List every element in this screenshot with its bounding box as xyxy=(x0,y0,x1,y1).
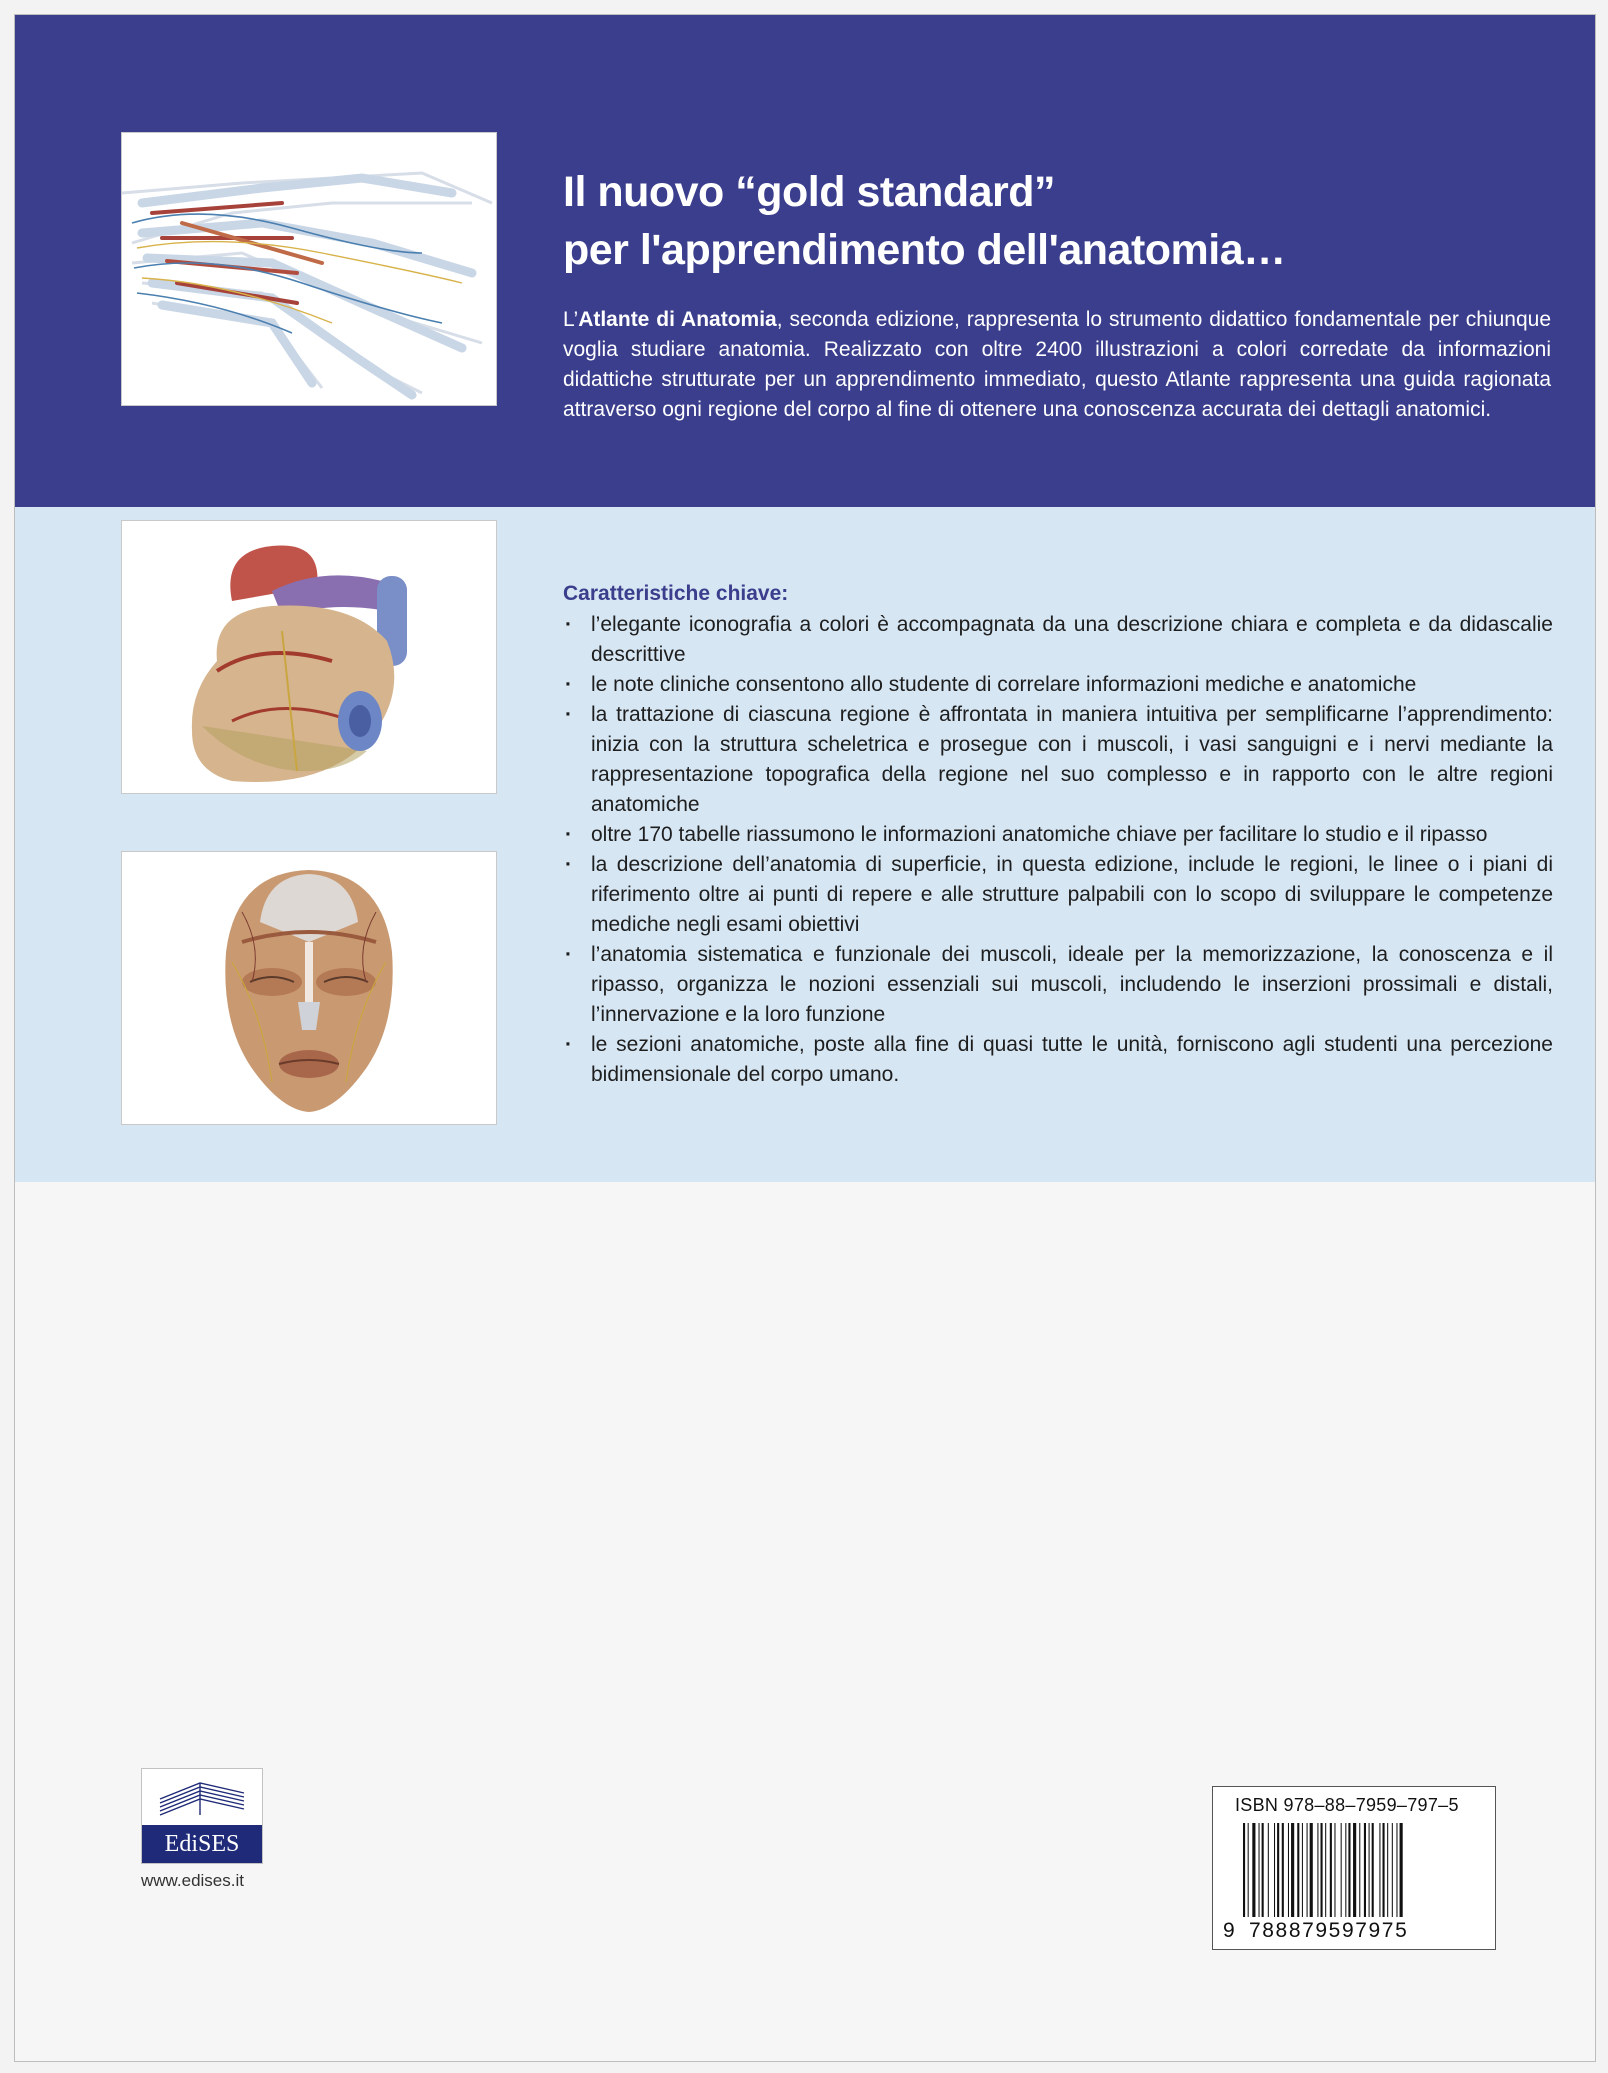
key-features xyxy=(563,579,1553,1090)
barcode-bar xyxy=(1345,1823,1346,1917)
hand-anatomy-illustration xyxy=(122,133,496,405)
barcode-bar xyxy=(1277,1823,1279,1917)
feature-item: · l’anatomia sistematica e funzionale dei muscoli, ideale per la memorizzazione, la conoscenza e il ripasso, organizza le nozioni essenziali sui muscoli, includendo le inserzioni prossimali e distali, l’innervazione e la loro funzione xyxy=(563,940,1553,1030)
headline-line-2: per l'apprendimento dell'anatomia… xyxy=(563,226,1286,274)
feature-item: · l’elegante iconografia a colori è accompagnata da una descrizione chiara e completa e da didascalie descrittive xyxy=(563,610,1553,670)
barcode-box xyxy=(1212,1786,1496,1950)
barcode-bar xyxy=(1372,1823,1374,1917)
feature-item: · la trattazione di ciascuna regione è affrontata in maniera intuitiva per semplificarne l’apprendimento: inizia con la struttura scheletrica e prosegue con i muscoli, i vasi sanguigni e i nervi mediante la rappresentazione topografica della regione nel suo complesso e in rapporto con le altre regioni anatomiche xyxy=(563,700,1553,820)
barcode-bar xyxy=(1291,1823,1294,1917)
barcode-bar xyxy=(1334,1823,1335,1917)
barcode-bar xyxy=(1288,1823,1289,1917)
barcode-bar xyxy=(1392,1823,1393,1917)
publisher-logo-text: EdiSES xyxy=(142,1825,262,1863)
feature-item: · le note cliniche consentono allo studente di correlare informazioni mediche e anatomiche xyxy=(563,670,1553,700)
face-illustration-panel xyxy=(121,851,497,1125)
barcode-bar xyxy=(1325,1823,1326,1917)
barcode-bar xyxy=(1317,1823,1318,1917)
isbn-label: ISBN 978–88–7959–797–5 xyxy=(1235,1795,1459,1815)
barcode-bar xyxy=(1383,1823,1385,1917)
barcode-bar xyxy=(1259,1823,1260,1917)
headline-line-1: Il nuovo “gold standard” xyxy=(563,168,1056,216)
book-logo-icon xyxy=(142,1769,262,1825)
key-features-title: Caratteristiche chiave: xyxy=(563,582,789,605)
feature-item: · le sezioni anatomiche, poste alla fine di quasi tutte le unità, forniscono agli studenti una percezione bidimensionale del corpo umano. xyxy=(563,1030,1553,1090)
barcode-bar xyxy=(1243,1823,1245,1917)
intro-paragraph xyxy=(563,305,1551,425)
barcode-bar xyxy=(1268,1823,1269,1917)
barcode-bar xyxy=(1302,1823,1303,1917)
barcode-bar xyxy=(1262,1823,1264,1917)
heart-anatomy-illustration xyxy=(122,521,496,793)
barcode-digits: 788879597975 xyxy=(1249,1919,1409,1942)
barcode-bar xyxy=(1364,1823,1366,1917)
intro-text: , seconda edizione, rappresenta lo strumento didattico fondamentale per chiunque voglia studiare anatomia. Realizzato con oltre 2400 illustrazioni a colori corredate da informazioni didattiche strutturate per un apprendimento immediato, questo Atlante rappresenta una guida ragionata attraverso ogni regione del corpo al fine di ottenere una conoscenza accurata dei dettagli anatomici. xyxy=(563,308,1551,421)
barcode xyxy=(1243,1823,1465,1917)
heart-illustration-panel xyxy=(121,520,497,794)
hand-illustration-panel xyxy=(121,132,497,406)
face-muscles-illustration xyxy=(122,852,496,1124)
barcode-bar xyxy=(1310,1823,1313,1917)
barcode-bar xyxy=(1396,1823,1397,1917)
barcode-bar xyxy=(1379,1823,1380,1917)
barcode-bar xyxy=(1297,1823,1299,1917)
publisher-url: www.edises.it xyxy=(141,1871,244,1890)
barcode-first-digit: 9 xyxy=(1223,1919,1235,1942)
barcode-bar xyxy=(1387,1823,1388,1917)
barcode-bar xyxy=(1248,1823,1249,1917)
barcode-bar xyxy=(1353,1823,1356,1917)
barcode-bar xyxy=(1330,1823,1332,1917)
key-features-list xyxy=(563,610,1553,1090)
barcode-bar xyxy=(1369,1823,1370,1917)
barcode-bar xyxy=(1341,1823,1342,1917)
barcode-bar xyxy=(1307,1823,1308,1917)
intro-book-title: Atlante di Anatomia xyxy=(578,308,777,331)
barcode-bar xyxy=(1274,1823,1275,1917)
intro-prefix: L’ xyxy=(563,308,579,331)
barcode-bar xyxy=(1252,1823,1255,1917)
book-back-cover xyxy=(14,14,1596,2062)
headline xyxy=(563,163,1553,279)
feature-item: · la descrizione dell’anatomia di superficie, in questa edizione, include le regioni, le linee o i piani di riferimento oltre ai punti di repere e alle strutture palpabili con lo scopo di sviluppare le competenze mediche negli esami obiettivi xyxy=(563,850,1553,940)
publisher-logo xyxy=(141,1768,263,1864)
barcode-bar xyxy=(1282,1823,1284,1917)
barcode-bar xyxy=(1321,1823,1323,1917)
feature-item: · oltre 170 tabelle riassumono le informazioni anatomiche chiave per facilitare lo studio e il ripasso xyxy=(563,820,1553,850)
barcode-bar xyxy=(1348,1823,1350,1917)
barcode-bar xyxy=(1359,1823,1360,1917)
barcode-bar xyxy=(1400,1823,1403,1917)
